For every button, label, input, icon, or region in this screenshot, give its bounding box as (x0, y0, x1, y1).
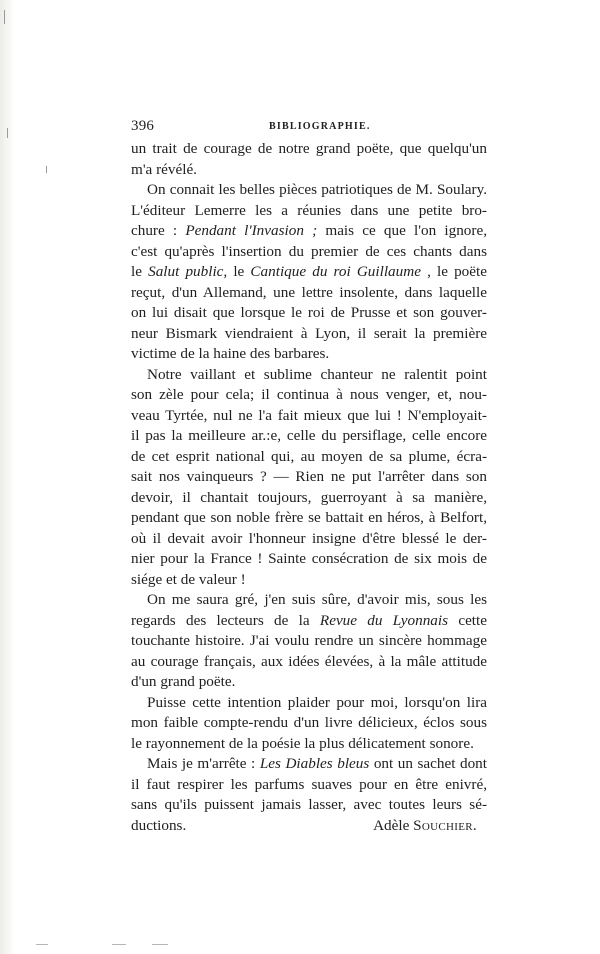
text-line: Puisse cette intention plaider pour moi, lorsqu'on lira (147, 693, 487, 711)
text-run: mais ce que l'on ignore, (317, 222, 487, 239)
text-line: on lui disait que lorsque le roi de Prusse et son gouver- (131, 304, 487, 321)
text-line: pendant que son noble frère se battait en héros, à Belfort, (131, 509, 487, 526)
text-line: le rayonnement de la poésie la plus délicatement sonore. (131, 734, 474, 752)
text-run: le (227, 263, 251, 280)
page-number: 396 (131, 118, 155, 134)
scan-dash (152, 944, 168, 945)
italic-title: Salut public, (148, 263, 228, 280)
text-line: On connait les belles pièces patriotiques de M. Soulary. (147, 181, 487, 198)
text-line: nier pour la France ! Sainte consécration de six mois de (131, 550, 487, 567)
italic-title: Cantique du roi Guillaume , (250, 263, 431, 280)
italic-title: Pendant l'Invasion ; (185, 222, 318, 239)
page-gutter-shadow (0, 0, 14, 954)
text-line: Notre vaillant et sublime chanteur ne ralentit point (147, 365, 487, 383)
text-line: un trait de courage de notre grand poëte, que quelqu'un (131, 140, 487, 157)
page-header (131, 118, 487, 138)
scan-dash (112, 944, 126, 945)
text-line: il faut respirer les parfums suaves pour en être enivré, (131, 775, 487, 793)
text-line: sait nos vainqueurs ? — Rien ne put l'arrêter dans son (131, 468, 487, 485)
text-line: où il devait avoir l'honneur insigne d'être blessé le der- (131, 529, 487, 547)
margin-mark (46, 166, 47, 173)
body-text (131, 139, 487, 836)
text-line: il pas la meilleure ar.:e, celle du persiflage, celle encore (131, 427, 487, 444)
author-signature (373, 816, 487, 837)
margin-mark (7, 128, 8, 138)
text-line (131, 262, 487, 283)
text-line (131, 754, 487, 775)
scan-dash (36, 944, 48, 945)
text-line: au courage français, aux idées élevées, à la mâle attitude (131, 652, 487, 670)
text-run: le (131, 263, 149, 280)
text-line: siége et de valeur ! (131, 570, 246, 588)
text-run: le poëte (430, 263, 487, 280)
text-line: veau Tyrtée, nul ne l'a fait mieux que lui ! N'employait- (131, 406, 487, 424)
text-line: mon faible compte-rendu d'un livre délicieux, éclos sous (131, 714, 487, 731)
text-run: regards des lecteurs de la (131, 611, 320, 629)
author-first-name: Adèle (373, 816, 414, 834)
author-last-name: Souchier. (413, 816, 477, 834)
closing-line (131, 816, 487, 837)
text-line: touchante histoire. J'ai voulu rendre un sincère hommage (131, 632, 487, 649)
text-line: reçut, d'un Allemand, une lettre insolente, dans laquelle (131, 283, 487, 301)
text-run: cette (448, 611, 487, 629)
text-run: chure : (131, 222, 186, 239)
text-line: de cet esprit national qui, au moyen de sa plume, écra- (131, 447, 487, 465)
text-run: Mais je m'arrête : (147, 755, 260, 772)
text-line: victime de la haine des barbares. (131, 345, 330, 362)
margin-mark (4, 10, 5, 24)
text-line: sans qu'ils puissent jamais lasser, avec toutes leurs sé- (131, 796, 487, 813)
text-line: c'est qu'après l'insertion du premier de ces chants dans (131, 242, 487, 260)
text-line: m'a révélé. (131, 160, 197, 178)
italic-title: Revue du Lyonnais (319, 611, 449, 629)
text-line (131, 611, 487, 632)
text-line: devoir, il chantait toujours, guerroyant à sa manière, (131, 488, 487, 506)
text-run: ont un sachet dont (369, 755, 487, 772)
text-run: ductions. (131, 816, 187, 834)
text-line: d'un grand poëte. (131, 673, 236, 690)
text-line (131, 221, 487, 242)
italic-title: Les Diables bleus (259, 755, 370, 772)
running-title: BIBLIOGRAPHIE. (269, 121, 371, 132)
text-line: On me saura gré, j'en suis sûre, d'avoir mis, sous les (147, 591, 487, 608)
text-line: neur Bismark viendraient à Lyon, il serait la première (131, 324, 487, 342)
text-line: L'éditeur Lemerre les a réunies dans une petite bro- (131, 201, 487, 219)
text-line: son zèle pour cela; il continua à nous venger, et, nou- (131, 386, 487, 403)
bottom-scan-marks (0, 944, 600, 948)
